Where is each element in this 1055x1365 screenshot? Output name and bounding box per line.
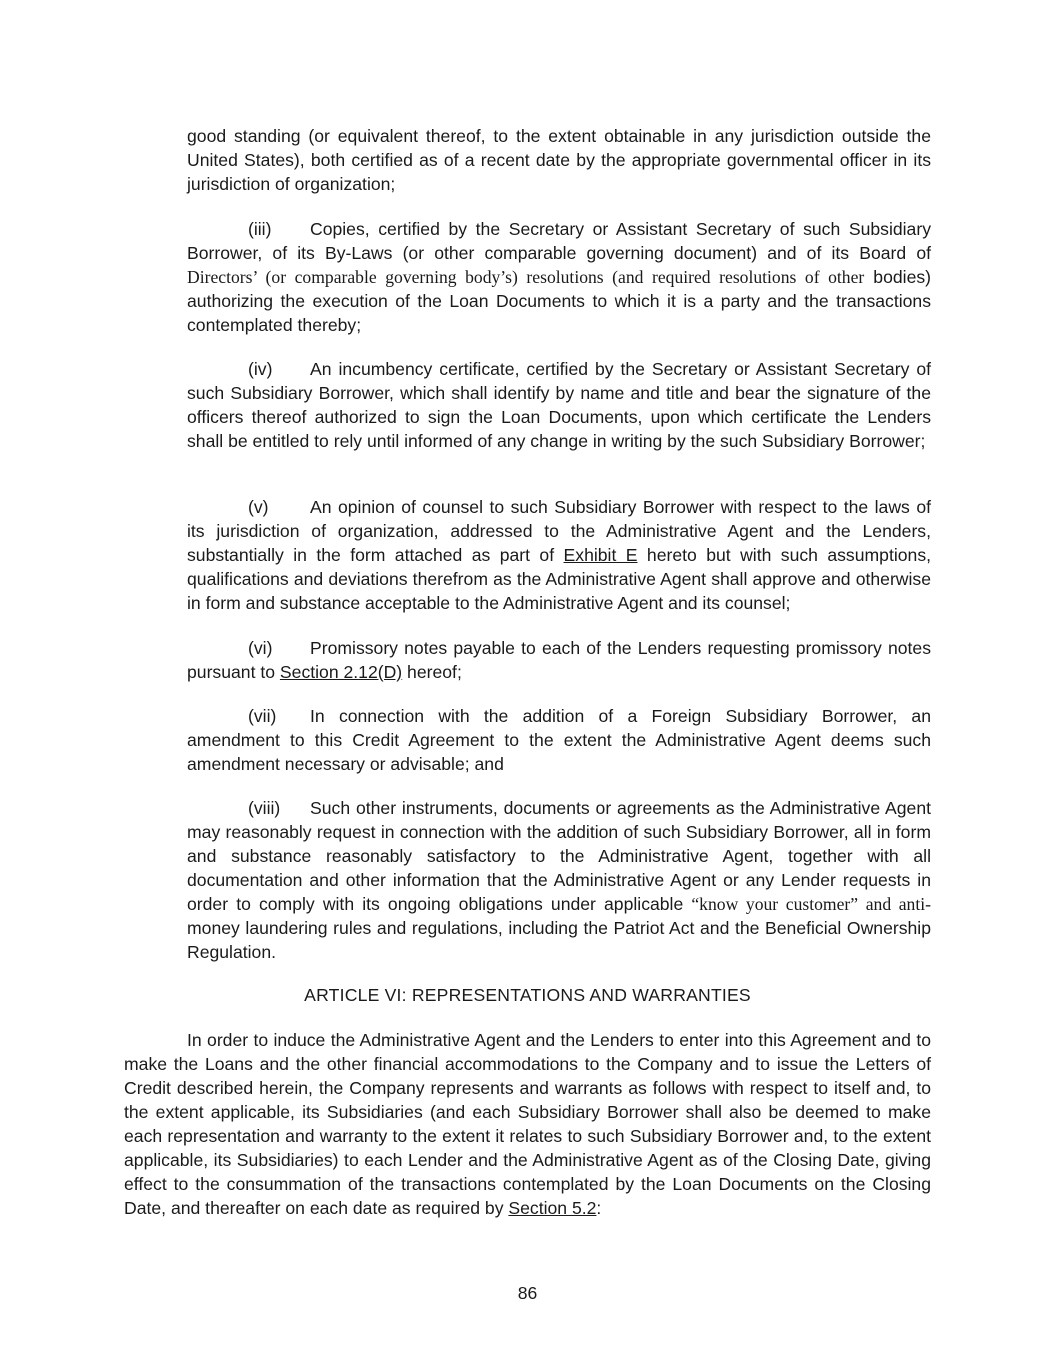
clause-viii [187,796,931,964]
clause-vi [187,636,931,684]
article-intro-tail: : [596,1198,602,1218]
clause-iii [187,217,931,337]
clause-text: Promissory notes payable to each of the Lenders requesting promissory notes pursuant to [187,638,931,682]
clause-label: (v) [248,497,269,517]
article-heading: ARTICLE VI: REPRESENTATIONS AND WARRANTIES [304,985,751,1005]
clause-v [187,495,931,615]
clause-iv [187,357,931,453]
clause-text: Copies, certified by the Secretary or Assistant Secretary of such Subsidiary Borrower, of its By-Laws (or other comparable governing document) and of its Board of [187,219,931,263]
article-intro-text: In order to induce the Administrative Agent and the Lenders to enter into this Agreement and to make the Loans and the other financial accommodations to the Company and to issue the Letters of Credit described herein, the Company represents and warrants as follows with respect to itself and, to the extent applicable, its Subsidiaries (and each Subsidiary Borrower shall also be deemed to make each representation and warranty to the extent it relates to such Subsidiary Borrower and, to the extent applicable, its Subsidiaries) to each Lender and the Administrative Agent as of the Closing Date, giving effect to the consummation of the transactions contemplated by the Loan Documents on the Closing Date, and thereafter on each date as required by [124,1030,931,1218]
clause-label: (iii) [248,219,272,239]
clause-label: (iv) [248,359,273,379]
article-intro-paragraph [124,1028,931,1220]
continuation-paragraph [187,124,931,196]
clause-text-tail: hereto but with such assumptions, qualifications and deviations therefrom as the Administrative Agent shall approve and otherwise in form and substance acceptable to the Administrative Agent and its counsel; [187,545,932,613]
clause-text-serif: “know your customer” and anti- [691,894,931,914]
clause-text-serif: Directors’ (or comparable governing body’s) resolutions (and required resolutions of other [187,267,865,287]
page-number: 86 [517,1283,538,1303]
clause-text-tail: bodies) authorizing the execution of the Loan Documents to which it is a party and the transactions contemplated thereby; [187,267,932,335]
exhibit-e-link[interactable]: Exhibit E [563,545,638,565]
section-2-12-d-link[interactable]: Section 2.12(D) [279,662,403,682]
clause-text: Such other instruments, documents or agreements as the Administrative Agent may reasonably request in connection with the addition of such Subsidiary Borrower, all in form and substance reasonably satisfactory to the Administrative Agent, together with all documentation and other information that the Administrative Agent or any Lender requests in order to comply with its ongoing obligations under applicable [187,798,931,914]
clause-label: (viii) [248,798,281,818]
clause-label: (vi) [248,638,273,658]
continuation-text: good standing (or equivalent thereof, to the extent obtainable in any jurisdiction outside the United States), both certified as of a recent date by the appropriate governmental officer in its jurisdiction of organization; [187,126,931,194]
section-5-2-link[interactable]: Section 5.2 [508,1198,597,1218]
clause-text: An opinion of counsel to such Subsidiary Borrower with respect to the laws of its jurisdiction of organization, addressed to the Administrative Agent and the Lenders, substantially in the form attached as part of [187,497,931,565]
clause-vii [187,704,931,776]
clause-text-tail: money laundering rules and regulations, including the Patriot Act and the Beneficial Ownership Regulation. [187,918,931,962]
clause-text: In connection with the addition of a Foreign Subsidiary Borrower, an amendment to this Credit Agreement to the extent the Administrative Agent deems such amendment necessary or advisable; and [187,706,931,774]
clause-label: (vii) [248,706,277,726]
clause-text-tail: hereof; [402,662,462,682]
clause-text: An incumbency certificate, certified by the Secretary or Assistant Secretary of such Subsidiary Borrower, which shall identify by name and title and bear the signature of the officers thereof authorized to sign the Loan Documents, upon which certificate the Lenders shall be entitled to rely until informed of any change in writing by the such Subsidiary Borrower; [187,359,931,451]
